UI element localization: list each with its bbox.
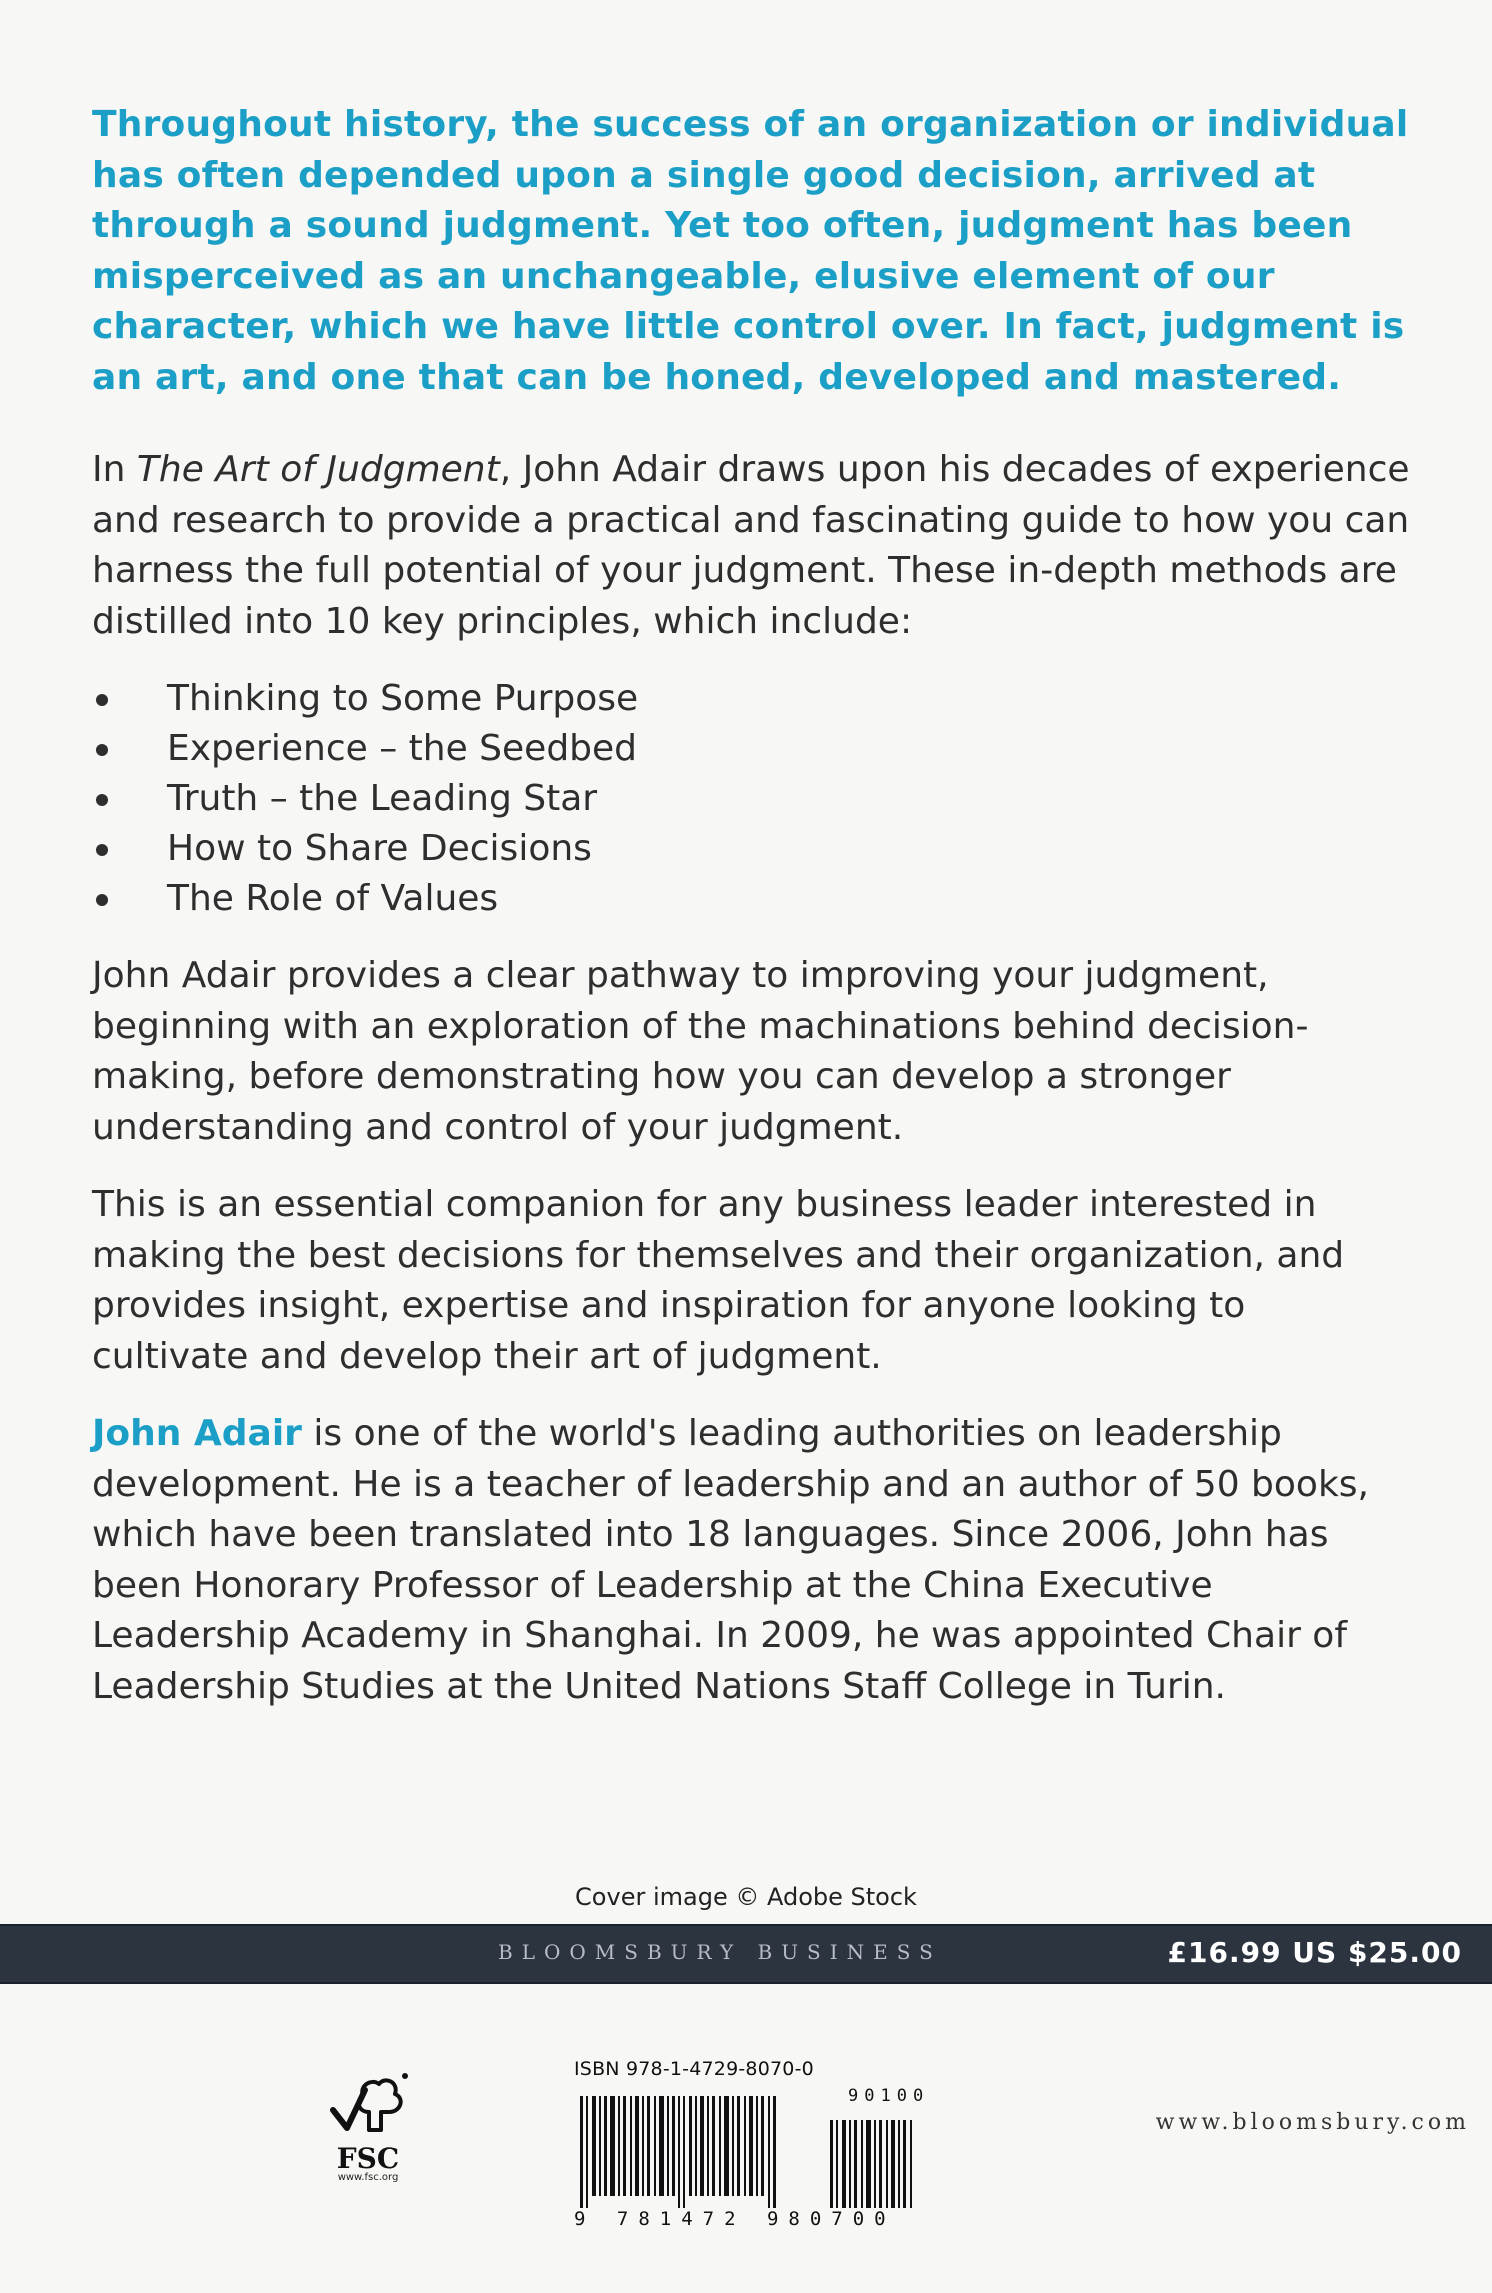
publisher-imprint: BLOOMSBURY BUSINESS — [498, 1940, 942, 1964]
author-name: John Adair — [92, 1413, 302, 1454]
price: £16.99 US $25.00 — [1167, 1936, 1462, 1969]
list-item: Truth – the Leading Star — [92, 774, 1412, 824]
list-item: Experience – the Seedbed — [92, 724, 1412, 774]
bullet-icon — [96, 794, 108, 806]
fsc-url: www.fsc.org — [337, 2172, 399, 2183]
description-paragraph-2: John Adair provides a clear pathway to improving your judgment, beginning with an exploration of the machinations behind decision-making, before demonstrating how you can develop a stronger understanding and control of your judgment. — [92, 955, 1309, 1148]
publisher-band — [0, 1924, 1492, 1984]
list-item: Thinking to Some Purpose — [92, 674, 1412, 724]
author-bio — [92, 1409, 1412, 1712]
bullet-icon — [96, 894, 108, 906]
intro-blurb: Throughout history, the success of an organization or individual has often depended upon a single good decision, arrived at through a sound judgment. Yet too often, judgment has been misperceived as an unchangeable, elusive element of our character, which we have little control over. In fact, judgment is an art, and one that can be honed, developed and mastered. — [92, 104, 1409, 398]
barcode-number: 9 781472 980700 — [574, 2208, 896, 2230]
description-paragraph-1 — [92, 445, 1412, 647]
bullet-icon — [96, 694, 108, 706]
cover-image-credit: Cover image © Adobe Stock — [575, 1883, 917, 1911]
book-title: The Art of Judgment — [136, 449, 500, 490]
list-item: How to Share Decisions — [92, 824, 1412, 874]
para1-after: , John Adair draws upon his decades of experience and research to provide a practical and fascinating guide to how you can harness the full potential of your judgment. These in-depth methods are distilled into 10 key principles, which include: — [92, 449, 1410, 642]
back-cover-text — [92, 100, 1412, 1739]
isbn-number: ISBN 978-1-4729-8070-0 — [574, 2058, 814, 2080]
author-bio-text: is one of the world's leading authorities on leadership development. He is a teacher of leadership and an author of 50 books, which have been translated into 18 languages. Since 2006, John has been Honorary Professor of Leadership at the China Executive Leadership Academy in Shanghai. In 2009, he was appointed Chair of Leadership Studies at the United Nations Staff College in Turin. — [92, 1413, 1369, 1707]
description-paragraph-3: This is an essential companion for any business leader interested in making the best decisions for themselves and their organization, and provides insight, expertise and inspiration for anyone looking to cultivate and develop their art of judgment. — [92, 1184, 1345, 1377]
fsc-label: FSC — [336, 2142, 400, 2175]
barcode-addon-number: 90100 — [848, 2086, 930, 2106]
bullet-icon — [96, 744, 108, 756]
fsc-tree-icon — [325, 2068, 411, 2140]
para1-before: In — [92, 449, 137, 490]
bullet-icon — [96, 844, 108, 856]
isbn-barcode — [574, 2058, 954, 2230]
publisher-website: www.bloomsbury.com — [1155, 2110, 1470, 2135]
fsc-logo — [318, 2068, 418, 2183]
list-item: The Role of Values — [92, 874, 1412, 924]
principles-list — [92, 674, 1412, 924]
